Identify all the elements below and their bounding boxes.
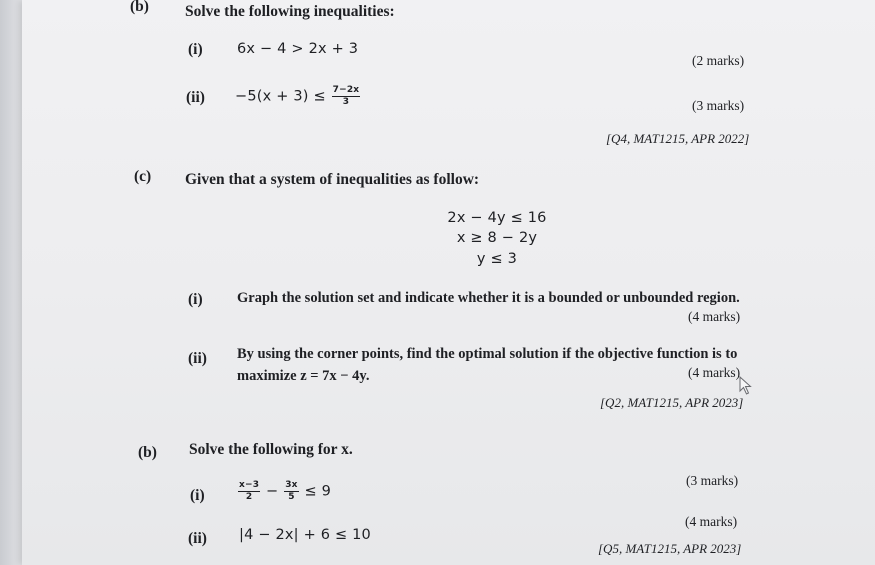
- minus-sign: −: [266, 483, 279, 500]
- part-c-reference: [Q2, MAT1215, APR 2023]: [600, 395, 744, 410]
- part-b2-item-ii-marks: (4 marks): [685, 514, 738, 529]
- part-b1-item-ii-left: −5(x + 3) ≤: [235, 88, 326, 105]
- part-b2-item-i-num: (i): [190, 487, 205, 504]
- part-b1-reference: [Q4, MAT1215, APR 2022]: [606, 131, 750, 146]
- fraction-numerator: x−3: [239, 480, 260, 490]
- part-b2-item-i-expr: [237, 481, 331, 502]
- part-c-instruction: Given that a system of inequalities as follow:: [185, 171, 480, 188]
- part-b2-fraction-2: [284, 481, 298, 502]
- fraction-numerator: 7−2x: [332, 85, 360, 95]
- part-b2-instruction: Solve the following for x.: [189, 441, 353, 458]
- inequality-tail: ≤ 9: [304, 483, 332, 500]
- part-b1-item-ii-marks: (3 marks): [692, 98, 745, 113]
- part-b1-item-ii-expr: [235, 86, 361, 107]
- part-c-label: (c): [134, 168, 152, 185]
- part-b2-item-ii-expr: |4 − 2x| + 6 ≤ 10: [239, 527, 371, 543]
- part-c-item-ii-marks: (4 marks): [688, 365, 741, 380]
- fraction-numerator: 3x: [285, 480, 298, 490]
- part-c-item-i-text: Graph the solution set and indicate whether it is a bounded or unbounded region.: [237, 290, 740, 306]
- system-inequality-3: y ≤ 3: [476, 251, 518, 267]
- part-c-item-i-num: (i): [188, 291, 203, 308]
- part-b2-item-i-marks: (3 marks): [686, 473, 739, 488]
- part-c-item-ii-text-line2: maximize z = 7x − 4y.: [237, 368, 370, 384]
- part-b1-instruction: Solve the following inequalities:: [185, 3, 395, 20]
- exam-page: [22, 0, 875, 565]
- part-b1-item-i-expr: 6x − 4 > 2x + 3: [237, 41, 359, 57]
- part-b1-item-i-marks: (2 marks): [692, 53, 745, 68]
- part-b1-label: (b): [130, 0, 149, 15]
- fraction-denominator: 3: [342, 97, 350, 107]
- part-b2-item-ii-num: (ii): [188, 530, 207, 547]
- part-c-item-i-marks: (4 marks): [688, 309, 741, 324]
- part-b1-item-ii-num: (ii): [186, 89, 205, 106]
- system-inequality-1: 2x − 4y ≤ 16: [447, 210, 547, 226]
- part-b1-item-ii-fraction: [332, 86, 361, 107]
- part-b2-reference: [Q5, MAT1215, APR 2023]: [598, 541, 742, 556]
- part-b1-item-i-num: (i): [188, 41, 203, 58]
- fraction-denominator: 2: [245, 492, 253, 502]
- part-b2-fraction-1: [238, 481, 260, 502]
- part-b2-label: (b): [138, 444, 157, 461]
- part-c-item-ii-num: (ii): [188, 350, 207, 367]
- part-c-item-ii-text-line1: By using the corner points, find the optimal solution if the objective function is to: [237, 346, 738, 362]
- system-inequality-2: x ≥ 8 − 2y: [456, 230, 538, 246]
- fraction-denominator: 5: [288, 492, 295, 502]
